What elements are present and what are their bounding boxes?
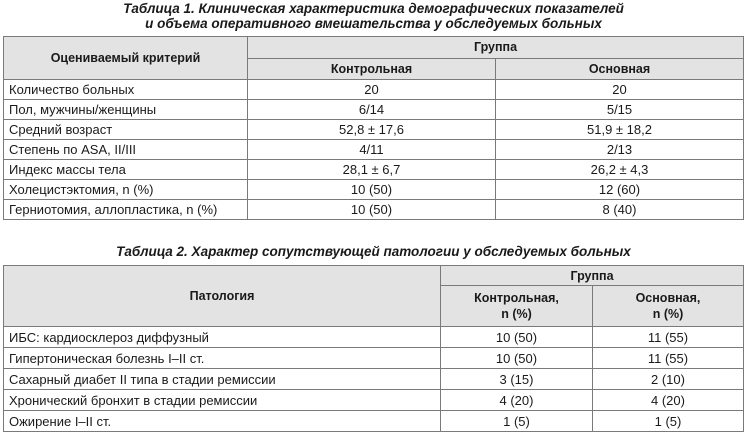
control-group-header: [441, 286, 593, 327]
table-row: [4, 348, 744, 369]
pathology-header: Патология: [4, 266, 441, 327]
control-value: 6/14: [248, 100, 496, 120]
row-label: Хронический бронхит в стадии ремиссии: [4, 390, 441, 411]
table-row: [4, 160, 744, 180]
table-row: [4, 100, 744, 120]
control-value: 10 (50): [248, 200, 496, 220]
control-header-line1: Контрольная,: [474, 291, 559, 305]
table1-caption-line2: и объема оперативного вмешательства у обследуемых больных: [145, 16, 602, 31]
control-value: 28,1 ± 6,7: [248, 160, 496, 180]
main-value: 5/15: [496, 100, 744, 120]
table-row: [4, 200, 744, 220]
table1-caption: [0, 1, 747, 31]
control-value: 10 (50): [441, 327, 593, 348]
table-row: [4, 411, 744, 432]
main-group-header: [593, 286, 744, 327]
main-header-line1: Основная,: [635, 291, 701, 305]
row-label: Степень по ASA, II/III: [4, 140, 248, 160]
control-value: 20: [248, 80, 496, 100]
control-header-line2: n (%): [501, 307, 532, 321]
main-value: 12 (60): [496, 180, 744, 200]
comorbidity-table: [3, 265, 744, 432]
control-value: 4/11: [248, 140, 496, 160]
demographics-table-body: [4, 80, 744, 220]
main-value: 51,9 ± 18,2: [496, 120, 744, 140]
row-label: Количество больных: [4, 80, 248, 100]
table-row: [4, 390, 744, 411]
table-row: [4, 327, 744, 348]
control-value: 4 (20): [441, 390, 593, 411]
main-header-line2: n (%): [652, 307, 684, 321]
row-label: Герниотомия, аллопластика, n (%): [4, 200, 248, 220]
table-row: [4, 180, 744, 200]
main-group-header: Основная: [496, 58, 744, 80]
table-row: [4, 120, 744, 140]
row-label: Холецистэктомия, n (%): [4, 180, 248, 200]
table-row: [4, 140, 744, 160]
main-value: 20: [496, 80, 744, 100]
row-label: Индекс массы тела: [4, 160, 248, 180]
main-value: 26,2 ± 4,3: [496, 160, 744, 180]
comorbidity-table-body: [4, 327, 744, 432]
row-label: Гипертоническая болезнь I–II ст.: [4, 348, 441, 369]
main-value: 2 (10): [593, 369, 744, 390]
row-label: Средний возраст: [4, 120, 248, 140]
criterion-header: Оцениваемый критерий: [4, 37, 248, 80]
row-label: Ожирение I–II ст.: [4, 411, 441, 432]
main-value: 11 (55): [593, 348, 744, 369]
table1-caption-line1: Таблица 1. Клиническая характеристика демографических показателей: [123, 1, 624, 16]
main-value: 2/13: [496, 140, 744, 160]
demographics-table: [3, 36, 744, 220]
main-value: 8 (40): [496, 200, 744, 220]
main-value: 1 (5): [593, 411, 744, 432]
control-group-header: Контрольная: [248, 58, 496, 80]
control-value: 52,8 ± 17,6: [248, 120, 496, 140]
main-value: 4 (20): [593, 390, 744, 411]
main-value: 11 (55): [593, 327, 744, 348]
table2-caption: Таблица 2. Характер сопутствующей патологии у обследуемых больных: [116, 244, 631, 259]
control-value: 1 (5): [441, 411, 593, 432]
group-header: Группа: [248, 37, 744, 59]
table-row: [4, 80, 744, 100]
control-value: 10 (50): [441, 348, 593, 369]
group-header: Группа: [441, 266, 744, 286]
table-row: [4, 369, 744, 390]
row-label: Пол, мужчины/женщины: [4, 100, 248, 120]
control-value: 10 (50): [248, 180, 496, 200]
control-value: 3 (15): [441, 369, 593, 390]
row-label: ИБС: кардиосклероз диффузный: [4, 327, 441, 348]
row-label: Сахарный диабет II типа в стадии ремиссии: [4, 369, 441, 390]
